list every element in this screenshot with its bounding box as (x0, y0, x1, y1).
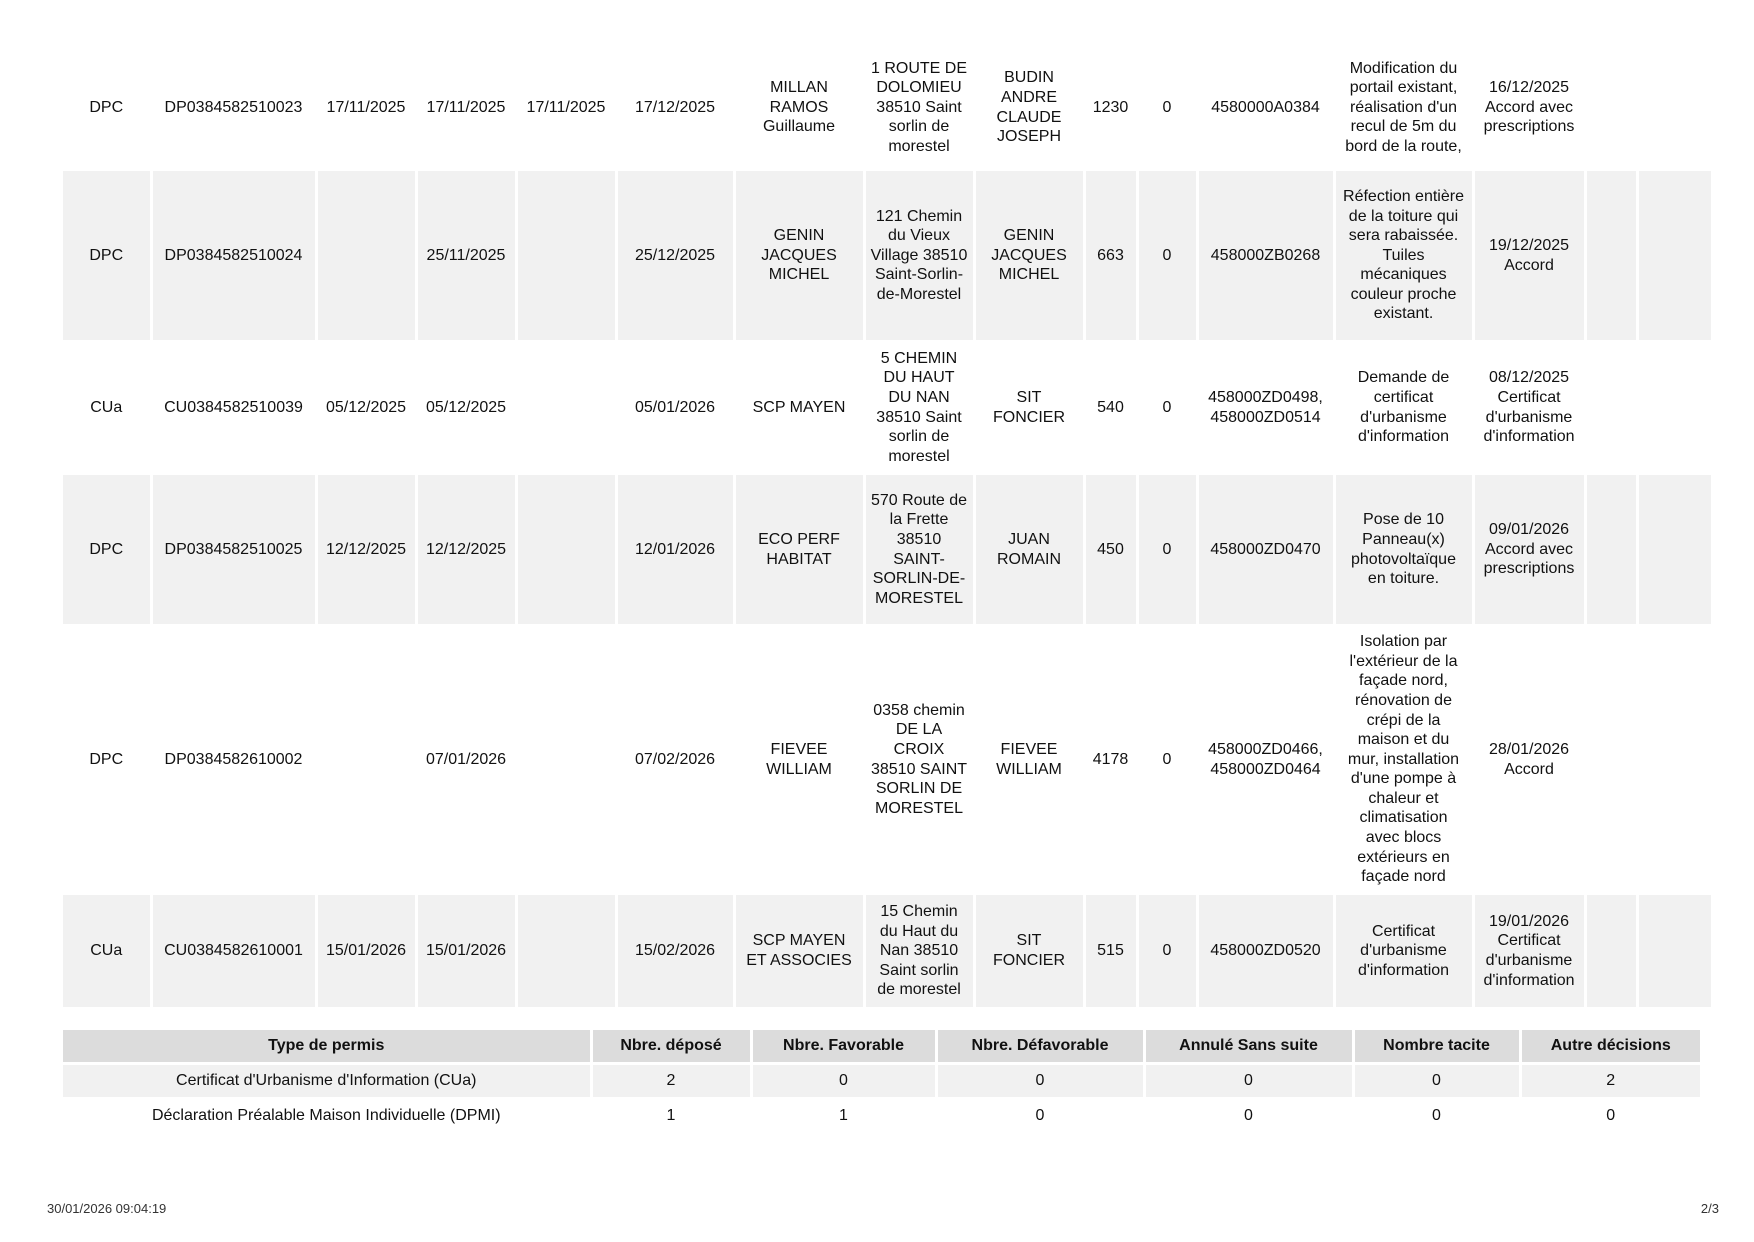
empty-cell (1637, 44, 1711, 171)
summary-permit-type: Déclaration Préalable Maison Individuelle (DPMI) (63, 1099, 591, 1133)
date-cell: 15/01/2026 (316, 895, 416, 1007)
date-cell (316, 171, 416, 340)
permit-type-cell: DPC (63, 624, 151, 895)
permit-number-cell: DP0384582510024 (151, 171, 316, 340)
header-favorable-count: Nbre. Favorable (751, 1030, 936, 1064)
deadline-cell: 05/01/2026 (616, 340, 734, 475)
permit-number-cell: CU0384582510039 (151, 340, 316, 475)
date-cell: 12/12/2025 (416, 475, 516, 624)
header-filed-count: Nbre. déposé (591, 1030, 751, 1064)
summary-count: 0 (936, 1099, 1144, 1133)
parcel-cell: 458000ZD0520 (1197, 895, 1334, 1007)
permit-type-cell: CUa (63, 340, 151, 475)
deadline-cell: 15/02/2026 (616, 895, 734, 1007)
date-cell (516, 624, 616, 895)
decision-cell: 19/01/2026 Certificat d'urbanisme d'information (1473, 895, 1585, 1007)
header-permit-type: Type de permis (63, 1030, 591, 1064)
empty-cell (1585, 44, 1637, 171)
count-cell: 0 (1137, 624, 1197, 895)
deadline-cell: 17/12/2025 (616, 44, 734, 171)
table-row (63, 475, 1711, 624)
applicant-cell: SCP MAYEN ET ASSOCIES (734, 895, 864, 1007)
description-cell: Certificat d'urbanisme d'information (1334, 895, 1473, 1007)
empty-cell (1585, 624, 1637, 895)
empty-cell (1585, 475, 1637, 624)
empty-cell (1585, 171, 1637, 340)
address-cell: 15 Chemin du Haut du Nan 38510 Saint sorlin de morestel (864, 895, 974, 1007)
decision-cell: 16/12/2025 Accord avec prescriptions (1473, 44, 1585, 171)
date-cell (516, 895, 616, 1007)
deadline-cell: 12/01/2026 (616, 475, 734, 624)
summary-count: 1 (591, 1099, 751, 1133)
empty-cell (1585, 895, 1637, 1007)
permit-type-cell: CUa (63, 895, 151, 1007)
header-tacit-count: Nombre tacite (1353, 1030, 1520, 1064)
permit-number-cell: DP0384582510023 (151, 44, 316, 171)
description-cell: Pose de 10 Panneau(x) photovoltaïque en toiture. (1334, 475, 1473, 624)
date-cell: 17/11/2025 (516, 44, 616, 171)
date-cell (516, 171, 616, 340)
summary-count: 2 (591, 1064, 751, 1099)
date-cell: 15/01/2026 (416, 895, 516, 1007)
date-cell (516, 340, 616, 475)
date-cell: 17/11/2025 (416, 44, 516, 171)
count-cell: 0 (1137, 171, 1197, 340)
date-cell: 05/12/2025 (316, 340, 416, 475)
parcel-cell: 458000ZD0498, 458000ZD0514 (1197, 340, 1334, 475)
date-cell: 12/12/2025 (316, 475, 416, 624)
empty-cell (1637, 340, 1711, 475)
count-cell: 0 (1137, 340, 1197, 475)
date-cell (316, 624, 416, 895)
decision-cell: 09/01/2026 Accord avec prescriptions (1473, 475, 1585, 624)
owner-cell: BUDIN ANDRE CLAUDE JOSEPH (974, 44, 1084, 171)
header-unfavorable-count: Nbre. Défavorable (936, 1030, 1144, 1064)
address-cell: 121 Chemin du Vieux Village 38510 Saint-Sorlin-de-Morestel (864, 171, 974, 340)
address-cell: 570 Route de la Frette 38510 SAINT-SORLIN-DE-MORESTEL (864, 475, 974, 624)
permit-number-cell: DP0384582510025 (151, 475, 316, 624)
owner-cell: GENIN JACQUES MICHEL (974, 171, 1084, 340)
empty-cell (1585, 340, 1637, 475)
applicant-cell: MILLAN RAMOS Guillaume (734, 44, 864, 171)
surface-cell: 1230 (1084, 44, 1137, 171)
permit-type-cell: DPC (63, 171, 151, 340)
empty-cell (1637, 171, 1711, 340)
table-row (63, 44, 1711, 171)
decision-cell: 08/12/2025 Certificat d'urbanisme d'information (1473, 340, 1585, 475)
summary-count: 1 (751, 1099, 936, 1133)
summary-count: 0 (1520, 1099, 1700, 1133)
owner-cell: FIEVEE WILLIAM (974, 624, 1084, 895)
summary-row (63, 1064, 1700, 1099)
date-cell: 17/11/2025 (316, 44, 416, 171)
surface-cell: 450 (1084, 475, 1137, 624)
owner-cell: SIT FONCIER (974, 895, 1084, 1007)
summary-count: 0 (1353, 1099, 1520, 1133)
summary-permit-type: Certificat d'Urbanisme d'Information (CUa) (63, 1064, 591, 1099)
address-cell: 1 ROUTE DE DOLOMIEU 38510 Saint sorlin de morestel (864, 44, 974, 171)
date-cell: 07/01/2026 (416, 624, 516, 895)
count-cell: 0 (1137, 475, 1197, 624)
surface-cell: 515 (1084, 895, 1137, 1007)
permit-type-cell: DPC (63, 475, 151, 624)
decision-cell: 28/01/2026 Accord (1473, 624, 1585, 895)
page-number: 2/3 (1700, 1201, 1719, 1216)
table-row (63, 624, 1711, 895)
deadline-cell: 07/02/2026 (616, 624, 734, 895)
summary-row (63, 1099, 1700, 1133)
description-cell: Modification du portail existant, réalisation d'un recul de 5m du bord de la route, (1334, 44, 1473, 171)
date-cell (516, 475, 616, 624)
summary-count: 0 (751, 1064, 936, 1099)
count-cell: 0 (1137, 895, 1197, 1007)
empty-cell (1637, 475, 1711, 624)
permit-type-cell: DPC (63, 44, 151, 171)
address-cell: 5 CHEMIN DU HAUT DU NAN 38510 Saint sorlin de morestel (864, 340, 974, 475)
owner-cell: JUAN ROMAIN (974, 475, 1084, 624)
count-cell: 0 (1137, 44, 1197, 171)
summary-count: 0 (1144, 1099, 1353, 1133)
deadline-cell: 25/12/2025 (616, 171, 734, 340)
summary-header-row (63, 1030, 1700, 1064)
description-cell: Réfection entière de la toiture qui sera rabaissée. Tuiles mécaniques couleur proche existant. (1334, 171, 1473, 340)
parcel-cell: 4580000A0384 (1197, 44, 1334, 171)
applicant-cell: SCP MAYEN (734, 340, 864, 475)
description-cell: Isolation par l'extérieur de la façade nord, rénovation de crépi de la maison et du mur, installation d'une pompe à chaleur et climatisation avec blocs extérieurs en façade nord (1334, 624, 1473, 895)
owner-cell: SIT FONCIER (974, 340, 1084, 475)
date-cell: 05/12/2025 (416, 340, 516, 475)
table-row (63, 895, 1711, 1007)
permit-number-cell: CU0384582610001 (151, 895, 316, 1007)
applicant-cell: GENIN JACQUES MICHEL (734, 171, 864, 340)
empty-cell (1637, 624, 1711, 895)
footer-timestamp: 30/01/2026 09:04:19 (47, 1201, 167, 1216)
summary-count: 0 (1353, 1064, 1520, 1099)
header-other-decisions: Autre décisions (1520, 1030, 1700, 1064)
permit-number-cell: DP0384582610002 (151, 624, 316, 895)
parcel-cell: 458000ZD0466, 458000ZD0464 (1197, 624, 1334, 895)
parcel-cell: 458000ZD0470 (1197, 475, 1334, 624)
decision-cell: 19/12/2025 Accord (1473, 171, 1585, 340)
date-cell: 25/11/2025 (416, 171, 516, 340)
summary-table (63, 1030, 1700, 1132)
surface-cell: 4178 (1084, 624, 1137, 895)
summary-count: 0 (936, 1064, 1144, 1099)
table-row (63, 340, 1711, 475)
permits-table (63, 44, 1711, 1007)
summary-count: 0 (1144, 1064, 1353, 1099)
applicant-cell: FIEVEE WILLIAM (734, 624, 864, 895)
table-row (63, 171, 1711, 340)
description-cell: Demande de certificat d'urbanisme d'information (1334, 340, 1473, 475)
surface-cell: 663 (1084, 171, 1137, 340)
applicant-cell: ECO PERF HABITAT (734, 475, 864, 624)
parcel-cell: 458000ZB0268 (1197, 171, 1334, 340)
empty-cell (1637, 895, 1711, 1007)
header-cancelled-count: Annulé Sans suite (1144, 1030, 1353, 1064)
summary-count: 2 (1520, 1064, 1700, 1099)
surface-cell: 540 (1084, 340, 1137, 475)
address-cell: 0358 chemin DE LA CROIX 38510 SAINT SORLIN DE MORESTEL (864, 624, 974, 895)
